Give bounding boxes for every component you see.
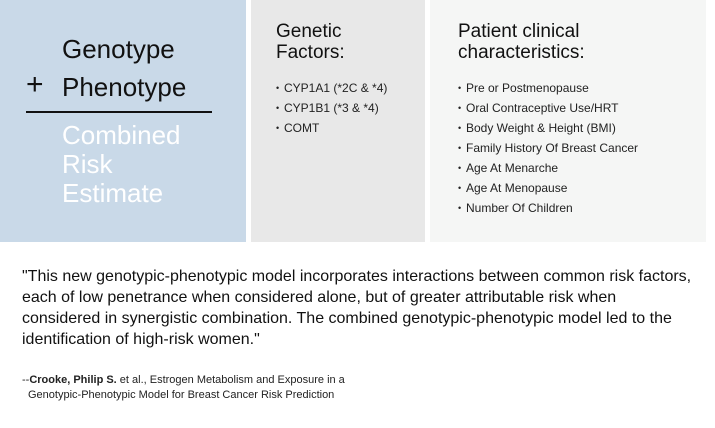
result-line: Risk <box>62 149 113 179</box>
title-line: characteristics: <box>458 42 585 63</box>
genetic-factors-title <box>276 21 345 63</box>
citation <box>22 373 582 403</box>
list-item <box>276 98 387 118</box>
title-line: Genetic <box>276 21 342 42</box>
title-line: Factors: <box>276 42 345 63</box>
list-item <box>458 178 638 198</box>
list-item-label: CYP1A1 (*2C & *4) <box>284 81 388 95</box>
genotype-label: Genotype <box>62 34 175 64</box>
citation-title-part2: Genotypic-Phenotypic Model for Breast Cancer Risk Prediction <box>28 389 335 401</box>
list-item <box>458 198 638 218</box>
phenotype-label: Phenotype <box>62 72 187 102</box>
list-item-label: Pre or Postmenopause <box>466 81 589 95</box>
result-line: Combined <box>62 120 181 150</box>
model-quote: "This new genotypic-phenotypic model incorporates interactions between common risk factors, each of low penetrance when considered alone, but of greater attributable risk when considered in synergistic combination. The combined genotypic-phenotypic model led to the identification of high-risk women." <box>22 268 692 348</box>
list-item-label: Age At Menarche <box>466 161 559 175</box>
list-item-label: CYP1B1 (*3 & *4) <box>284 101 379 115</box>
list-item <box>458 98 638 118</box>
bullet-icon: • <box>458 143 462 153</box>
bullet-icon: • <box>458 203 462 213</box>
list-item-label: Family History Of Breast Cancer <box>466 141 639 155</box>
genetic-factors-panel <box>251 0 425 242</box>
bullet-icon: • <box>276 103 280 113</box>
clinical-characteristics-title <box>458 21 585 63</box>
equation-panel <box>0 0 246 242</box>
list-item <box>276 78 387 98</box>
genetic-factors-list <box>276 78 387 138</box>
bullet-icon: • <box>458 183 462 193</box>
bullet-icon: • <box>458 163 462 173</box>
list-item <box>458 138 638 158</box>
combined-risk-estimate-label <box>62 121 232 208</box>
clinical-characteristics-list <box>458 78 638 218</box>
title-line: Patient clinical <box>458 21 580 42</box>
list-item <box>458 158 638 178</box>
bullet-icon: • <box>458 83 462 93</box>
bullet-icon: • <box>276 83 280 93</box>
list-item <box>458 118 638 138</box>
plus-icon: + <box>26 68 44 101</box>
list-item <box>276 118 387 138</box>
list-item-label: Age At Menopause <box>466 181 568 195</box>
citation-prefix: -- <box>22 374 30 386</box>
list-item-label: Number Of Children <box>466 201 573 215</box>
list-item-label: COMT <box>284 121 320 135</box>
citation-title-part1: et al., Estrogen Metabolism and Exposure in a <box>116 374 345 386</box>
citation-author: Crooke, Philip S. <box>29 374 117 386</box>
bullet-icon: • <box>458 123 462 133</box>
list-item <box>458 78 638 98</box>
bullet-icon: • <box>458 103 462 113</box>
clinical-characteristics-panel <box>430 0 706 242</box>
list-item-label: Oral Contraceptive Use/HRT <box>466 101 619 115</box>
bullet-icon: • <box>276 123 280 133</box>
list-item-label: Body Weight & Height (BMI) <box>466 121 616 135</box>
sum-divider <box>26 111 212 113</box>
result-line: Estimate <box>62 178 164 208</box>
